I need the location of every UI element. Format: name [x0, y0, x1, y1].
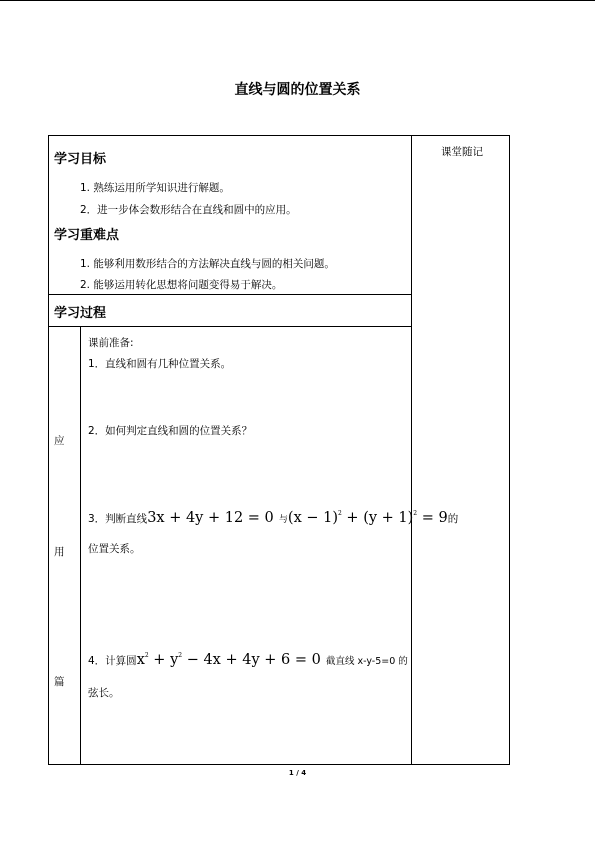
q3-equation-line: 3x + 4y + 12 = 0 [147, 510, 274, 526]
q4-equation-circle: $x^2 + y^2 - 4x + 4y + 6 = 0$ [136, 652, 321, 668]
side-char-3: 篇 [54, 676, 65, 688]
q3-prefix: 3．判断直线 [88, 513, 148, 525]
question-1: 1．直线和圆有几种位置关系。 [88, 358, 232, 370]
key-point-item-2: 2. 能够运用转化思想将问题变得易于解决。 [80, 279, 283, 291]
notes-label: 课堂随记 [441, 146, 483, 158]
q4-prefix: 4．计算圆 [88, 655, 137, 667]
question-3-line2: 位置关系。 [88, 543, 141, 555]
objective-item-1: 1. 熟练运用所学知识进行解题。 [80, 182, 230, 194]
side-column-divider [80, 326, 81, 765]
prep-label: 课前准备: [88, 337, 134, 349]
objective-item-2: 2．进一步体会数形结合在直线和圆中的应用。 [80, 204, 297, 216]
q3-suffix: 的 [447, 513, 459, 525]
top-border [0, 0, 595, 1]
page-title: 直线与圆的位置关系 [234, 82, 361, 98]
q3-mid: 与 [278, 515, 288, 525]
objectives-heading: 学习目标 [54, 152, 107, 167]
side-char-2: 用 [54, 546, 65, 558]
side-char-1: 应 [54, 435, 65, 447]
notes-column-divider [411, 135, 412, 765]
question-4 [88, 649, 408, 668]
q4-suffix: 截直线 x-y-5=0 的 [325, 656, 408, 667]
key-point-item-1: 1. 能够利用数形结合的方法解决直线与圆的相关问题。 [80, 258, 335, 270]
question-4-line2: 弦长。 [88, 687, 120, 699]
page-number: 1 / 4 [288, 769, 307, 777]
question-2: 2．如何判定直线和圆的位置关系？ [88, 425, 253, 437]
process-heading-divider [48, 326, 412, 327]
q3-equation-circle: $(x - 1)^2 + (y + 1)^2 = 9$ [287, 510, 448, 526]
process-heading: 学习过程 [54, 306, 107, 321]
process-top-divider [48, 294, 412, 295]
question-3 [88, 507, 458, 526]
key-points-heading: 学习重难点 [54, 228, 120, 243]
